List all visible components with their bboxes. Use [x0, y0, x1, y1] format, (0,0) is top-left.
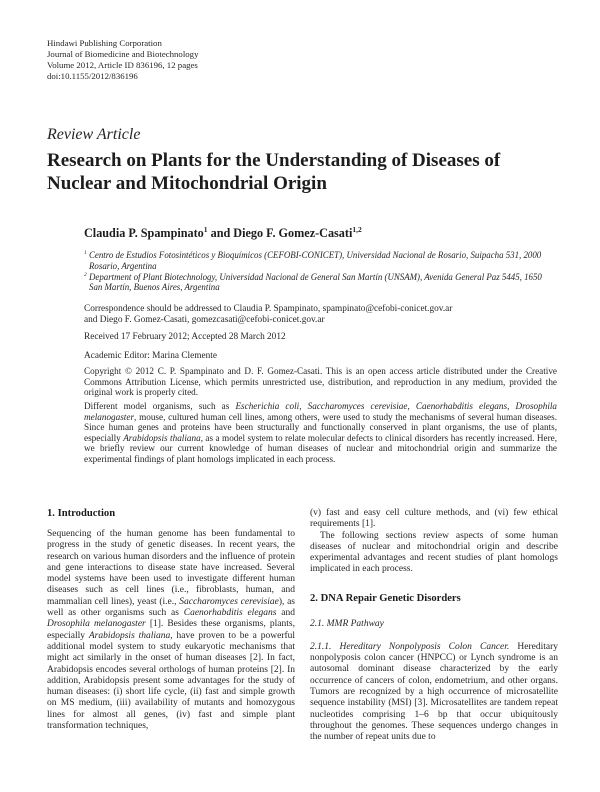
abstract-paragraph: Different model organisms, such as Escherichia coli, Saccharomyces cerevisiae, Caenorhabditis elegans, Drosophila melanogaster, mouse, cultured human cell lines, among others, were used to study the mechanisms of several human diseases. Since human genes and proteins have been structurally and functionally conserved in plant organisms, the use of plants, especially Arabidopsis thaliana, as a model system to relate molecular defects to clinical disorders has recently increased. Here, we briefly review our current knowledge of human diseases of nuclear and mitochondrial origin and summarize the experimental findings of plant homologs implicated in each process.	[84, 401, 558, 464]
publisher-header	[47, 38, 198, 82]
journal-name: Journal of Biomedicine and Biotechnology	[47, 49, 199, 59]
sections-overview-paragraph: The following sections review aspects of some human diseases of nuclear and mitochondrial origin and describe experimental advantages and recent studies of plant homologs implicated in each process.	[310, 530, 558, 575]
affiliation-1: $^1$ Centro de Estudios Fotosintéticos y Bioquímicos (CEFOBI-CONICET), Universidad Nacional de Rosario, Suipacha 531, 2000 Rosario, Argentina	[84, 250, 542, 271]
section-heading-introduction: 1. Introduction	[47, 508, 116, 519]
affiliations-block	[84, 250, 557, 293]
authors-line: Claudia P. Spampinato$^1$ and Diego F. Gomez-Casati$^{1,2}$	[84, 224, 362, 240]
academic-editor-line: Academic Editor: Marina Clemente	[84, 351, 217, 361]
section-heading-dna-repair: 2. DNA Repair Genetic Disorders	[310, 592, 461, 604]
hnpcc-paragraph: 2.1.1. Hereditary Nonpolyposis Colon Cancer. Hereditary nonpolyposis colon cancer (HNPCC) or Lynch syndrome is an autosomal dominant disease characterized by the early occurrence of cancers of colon, endometrium, and other organs. Tumors are recognized by a high occurrence of microsatellite sequence instability (MSI) [3]. Microsatellites are tandem repeat nucleotides comprising 1–6 bp that occur ubiquitously throughout the genomes. These sequences undergo changes in the number of repeat units due to	[310, 641, 558, 743]
affiliation-2: $^2$ Department of Plant Biotechnology, Universidad Nacional de General San Martín (UNSAM), Avenida General Paz 5445, 1650 San Martín, Buenos Aires, Argentina	[84, 271, 542, 293]
article-type-label: Review Article	[47, 126, 141, 143]
publisher-name: Hindawi Publishing Corporation	[47, 38, 162, 48]
volume-article-id: Volume 2012, Article ID 836196, 12 pages	[47, 60, 198, 70]
left-column	[47, 508, 295, 743]
introduction-paragraph: Sequencing of the human genome has been fundamental to progress in the study of genetic diseases. In recent years, the research on various human disorders and the influence of protein and gene interactions to disease state have increased. Several model systems have been used to investigate different human diseases such as cell lines (i.e., fibroblasts, human, and mammalian cell lines), yeast (i.e., Saccharomyces cerevisiae), as well as other organisms such as Caenorhabditis elegans and Drosophila melanogaster [1]. Besides these organisms, plants, especially Arabidopsis thaliana, have proven to be a powerful additional model system to study eukaryotic mechanisms that might act similarly in the onset of human diseases [2]. In fact, Arabidopsis encodes several orthologs of human proteins [2]. In addition, Arabidopsis present some advantages for the study of human diseases: (i) short life cycle, (ii) fast and simple growth on MS medium, (iii) availability of mutants and homozygous lines for almost all genes, (iv) fast and simple plant transformation techniques,	[47, 529, 296, 732]
correspondence-line-2: and Diego F. Gomez-Casati, gomezcasati@cefobi-conicet.gov.ar	[84, 314, 325, 325]
doi-line: doi:10.1155/2012/836196	[47, 71, 138, 81]
copyright-notice: Copyright © 2012 C. P. Spampinato and D. F. Gomez-Casati. This is an open access article distributed under the Creative Commons Attribution License, which permits unrestricted use, distribution, and reproduction in any medium, provided the original work is properly cited.	[84, 366, 557, 398]
correspondence-block	[84, 304, 557, 326]
right-column	[310, 508, 558, 743]
received-accepted-line: Received 17 February 2012; Accepted 28 March 2012	[84, 332, 286, 342]
article-title: Research on Plants for the Understanding of Diseases of Nuclear and Mitochondrial Origin	[47, 150, 501, 194]
correspondence-line-1: Correspondence should be addressed to Claudia P. Spampinato, spampinato@cefobi-conicet.gov.ar	[84, 304, 453, 314]
subsection-heading-mmr-pathway: 2.1. MMR Pathway	[310, 618, 384, 629]
introduction-continued-paragraph: (v) fast and easy cell culture methods, and (vi) few ethical requirements [1].	[310, 508, 558, 530]
article-body	[47, 508, 559, 743]
